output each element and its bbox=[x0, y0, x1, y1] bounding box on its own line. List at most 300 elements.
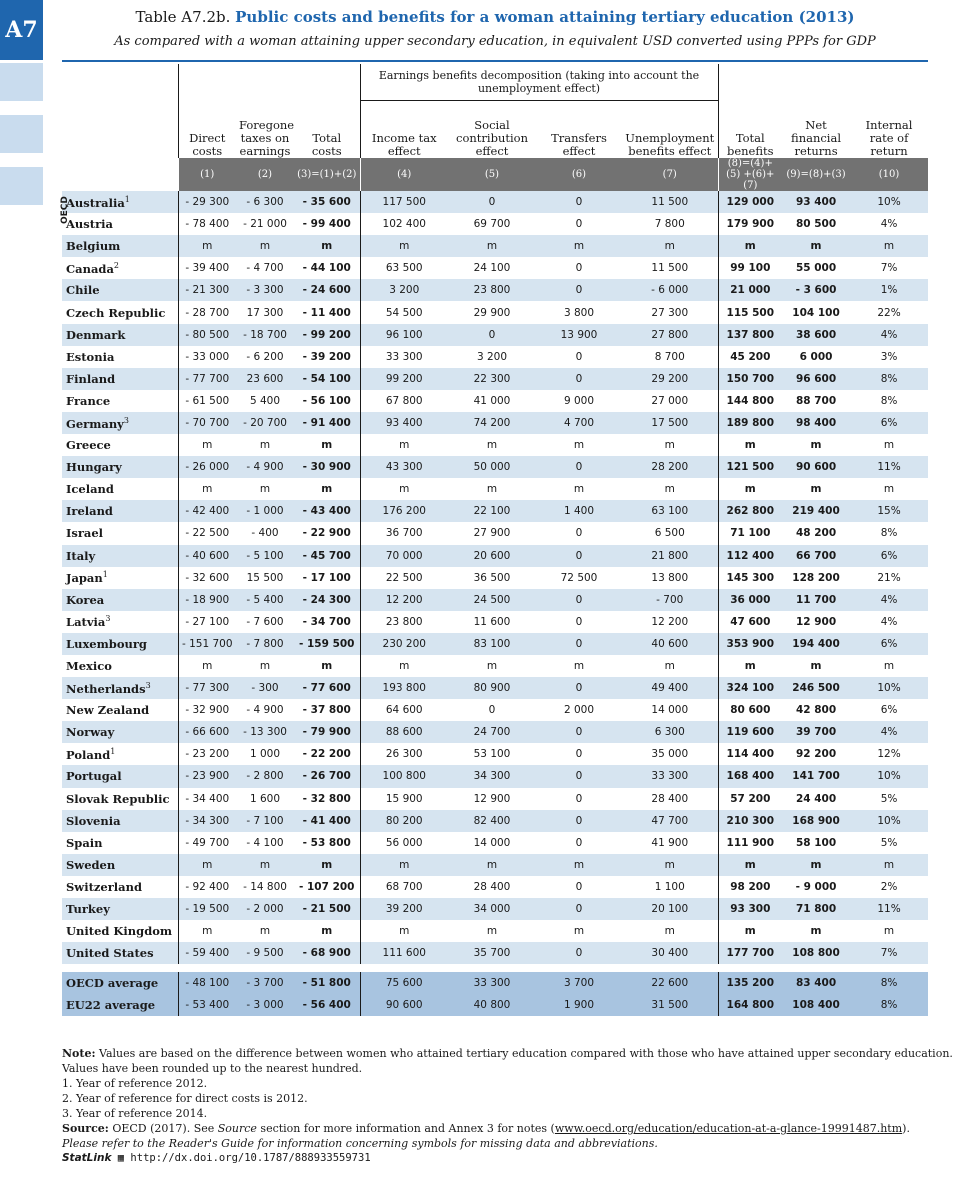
table-cell: 67 800 bbox=[360, 390, 448, 412]
table-cell: 8% bbox=[850, 368, 928, 390]
table-cell: 1% bbox=[850, 279, 928, 301]
country-name: Poland$^1$ bbox=[66, 746, 116, 762]
readers-guide-note: Please refer to the Reader's Guide for information concerning symbols for missing data and abbreviations. bbox=[62, 1137, 658, 1150]
table-cell: 0 bbox=[448, 324, 536, 346]
table-cell: 27 900 bbox=[473, 527, 511, 540]
table-cell: 5 400 bbox=[249, 394, 281, 407]
country-name: Czech Republic bbox=[66, 305, 166, 320]
table-cell: m bbox=[573, 439, 585, 452]
country-name: Spain bbox=[66, 835, 103, 850]
table-row bbox=[62, 545, 928, 567]
table-cell: - 42 400 bbox=[178, 500, 236, 522]
table-cell: 0 bbox=[536, 765, 622, 787]
table-cell: 80 900 bbox=[448, 677, 536, 699]
table-cell: 100 800 bbox=[360, 765, 448, 787]
country-name: Germany$^3$ bbox=[62, 412, 178, 434]
table-cell: 0 bbox=[536, 589, 622, 611]
statlink-label: StatLink bbox=[62, 1152, 112, 1164]
table-cell: 3 800 bbox=[563, 306, 595, 319]
table-row bbox=[62, 876, 928, 898]
table-cell: 1 100 bbox=[654, 880, 685, 893]
table-cell: - 4 900 bbox=[246, 704, 284, 717]
table-cell: m bbox=[536, 235, 622, 257]
table-cell: 176 200 bbox=[360, 500, 448, 522]
table-cell: m bbox=[259, 439, 271, 452]
table-cell: 82 400 bbox=[448, 810, 536, 832]
table-cell: m bbox=[664, 483, 675, 496]
table-cell: 230 200 bbox=[360, 633, 448, 655]
table-cell: 35 700 bbox=[448, 942, 536, 964]
table-row bbox=[62, 567, 928, 589]
table-cell: 219 400 bbox=[782, 500, 850, 522]
table-row bbox=[62, 235, 928, 257]
table-cell: 194 400 bbox=[782, 633, 850, 655]
table-cell: - 6 300 bbox=[236, 191, 294, 213]
table-cell: - 49 700 bbox=[178, 832, 236, 854]
table-cell: 8% bbox=[880, 394, 898, 407]
country-name: New Zealand bbox=[66, 703, 150, 718]
table-row bbox=[62, 611, 928, 633]
table-cell: 21% bbox=[877, 571, 901, 584]
column-number: (5) bbox=[448, 158, 536, 191]
table-cell: 8% bbox=[850, 972, 928, 994]
table-cell: 0 bbox=[536, 456, 622, 478]
country-name: Finland bbox=[62, 368, 178, 390]
table-cell: 121 500 bbox=[718, 456, 782, 478]
table-cell: 21 000 bbox=[718, 279, 782, 301]
table-cell: m bbox=[448, 854, 536, 876]
table-cell: 39 700 bbox=[782, 721, 850, 743]
table-cell: 8% bbox=[850, 994, 928, 1016]
table-row bbox=[62, 434, 928, 456]
table-cell: m bbox=[259, 483, 271, 496]
table-cell: 3 200 bbox=[360, 279, 448, 301]
table-cell: 33 300 bbox=[360, 346, 448, 368]
column-number: (6) bbox=[536, 158, 622, 191]
table-cell: 128 200 bbox=[792, 571, 840, 584]
table-cell: 71 100 bbox=[718, 522, 782, 544]
group-header: Earnings benefits decomposition (taking into account the unemployment effect) bbox=[360, 64, 718, 100]
country-name: Canada$^2$ bbox=[66, 260, 120, 276]
table-cell: 12 200 bbox=[651, 615, 689, 628]
table-cell: 15% bbox=[850, 500, 928, 522]
country-name: Hungary bbox=[62, 456, 178, 478]
table-cell: m bbox=[536, 854, 622, 876]
table-cell: - 78 400 bbox=[178, 213, 236, 235]
table-cell: - 29 300 bbox=[178, 191, 236, 213]
table-row bbox=[62, 522, 928, 544]
table-cell: - 21 500 bbox=[294, 898, 360, 920]
table-row bbox=[62, 788, 928, 810]
table-cell: 0 bbox=[575, 748, 583, 761]
table-cell: m bbox=[664, 925, 675, 938]
table-cell: 12 900 bbox=[473, 792, 511, 805]
table-cell: 168 900 bbox=[782, 810, 850, 832]
note-label: Note: bbox=[62, 1047, 96, 1060]
table-cell: 6% bbox=[880, 704, 898, 717]
table-row bbox=[62, 346, 928, 368]
table-cell: 90 600 bbox=[360, 994, 448, 1016]
side-tab-block bbox=[0, 63, 43, 101]
table-cell: - 14 800 bbox=[243, 880, 287, 893]
table-cell: m bbox=[883, 483, 895, 496]
table-cell: 0 bbox=[488, 704, 496, 717]
table-cell: m bbox=[718, 434, 782, 456]
table-cell: 75 600 bbox=[360, 972, 448, 994]
footnote-marker: 3 bbox=[145, 680, 151, 690]
table-cell: - 35 600 bbox=[294, 191, 360, 213]
table-cell: 10% bbox=[850, 191, 928, 213]
table-cell: - 26 000 bbox=[178, 456, 236, 478]
table-cell: 108 800 bbox=[782, 942, 850, 964]
table-cell: 22 300 bbox=[448, 368, 536, 390]
table-cell: 23 800 bbox=[360, 611, 448, 633]
table-cell: 50 000 bbox=[448, 456, 536, 478]
table-cell: - 53 800 bbox=[302, 836, 351, 849]
table-cell: 7% bbox=[880, 262, 898, 275]
column-header: Net financial returns bbox=[791, 118, 842, 158]
table-cell: 28 400 bbox=[651, 792, 689, 805]
table-cell: 111 600 bbox=[360, 942, 448, 964]
table-cell: m bbox=[360, 235, 448, 257]
table-row bbox=[62, 412, 928, 434]
table-cell: 119 600 bbox=[718, 721, 782, 743]
table-cell: - 33 000 bbox=[178, 346, 236, 368]
table-cell: - 9 500 bbox=[236, 942, 294, 964]
country-name: United States bbox=[62, 942, 178, 964]
table-row bbox=[62, 213, 928, 235]
table-cell: - 3 300 bbox=[236, 279, 294, 301]
table-cell: - 99 400 bbox=[302, 218, 351, 231]
table-cell: - 20 700 bbox=[236, 412, 294, 434]
country-name: Turkey bbox=[62, 898, 178, 920]
table-row bbox=[62, 810, 928, 832]
table-cell: m bbox=[810, 660, 822, 673]
table-cell: 8% bbox=[880, 527, 898, 540]
country-name: Latvia$^3$ bbox=[66, 614, 111, 630]
table-cell: 189 800 bbox=[718, 412, 782, 434]
country-name: Sweden bbox=[62, 854, 178, 876]
country-name: Israel bbox=[66, 526, 104, 541]
table-cell: - 4 700 bbox=[246, 262, 284, 275]
table-cell: m bbox=[664, 439, 675, 452]
table-cell: 13 800 bbox=[651, 571, 689, 584]
country-name: Estonia bbox=[66, 349, 115, 364]
header-blank bbox=[62, 64, 178, 100]
table-cell: 0 bbox=[536, 545, 622, 567]
table-cell: m bbox=[718, 920, 782, 942]
table-cell: - 6 200 bbox=[246, 350, 284, 363]
chapter-badge: A7 bbox=[0, 0, 43, 60]
table-cell: - 26 700 bbox=[294, 765, 360, 787]
table-cell: 43 300 bbox=[360, 456, 448, 478]
table-cell: 0 bbox=[536, 810, 622, 832]
column-number: (4) bbox=[360, 158, 448, 191]
country-name: Australia$^1$ bbox=[62, 191, 178, 213]
table-cell: 9 000 bbox=[563, 394, 595, 407]
table-cell: m bbox=[178, 655, 236, 677]
table-row bbox=[62, 765, 928, 787]
table-cell: m bbox=[850, 854, 928, 876]
table-cell: - 151 700 bbox=[178, 633, 236, 655]
table-cell: 22 600 bbox=[622, 972, 718, 994]
table-cell: - 4 900 bbox=[236, 456, 294, 478]
table-cell: 80 200 bbox=[360, 810, 448, 832]
table-cell: 2% bbox=[880, 880, 898, 893]
table-cell: 150 700 bbox=[718, 368, 782, 390]
table-cell: 4% bbox=[880, 218, 898, 231]
table-cell: 179 900 bbox=[718, 213, 782, 235]
table-cell: - 4 100 bbox=[246, 836, 284, 849]
country-name: Luxembourg bbox=[62, 633, 178, 655]
table-cell: 20 100 bbox=[622, 898, 718, 920]
table-cell: 1 600 bbox=[249, 792, 281, 805]
country-name: Switzerland bbox=[66, 879, 143, 894]
table-cell: - 77 300 bbox=[178, 677, 236, 699]
table-cell: 324 100 bbox=[718, 677, 782, 699]
country-name: Belgium bbox=[62, 235, 178, 257]
table-cell: m bbox=[718, 854, 782, 876]
table-cell: - 22 200 bbox=[302, 748, 351, 761]
table-cell: 22 500 bbox=[360, 567, 448, 589]
country-name: Netherlands$^3$ bbox=[62, 677, 178, 699]
table-cell: 0 bbox=[536, 279, 622, 301]
table-cell: 24 100 bbox=[473, 262, 511, 275]
country-name: Greece bbox=[66, 438, 111, 453]
table-cell: - 30 900 bbox=[294, 456, 360, 478]
table-cell: - 39 200 bbox=[302, 350, 351, 363]
table-cell: 2 000 bbox=[563, 704, 595, 717]
table-cell: 5% bbox=[880, 836, 898, 849]
table-cell: 0 bbox=[536, 368, 622, 390]
table-cell: 29 200 bbox=[622, 368, 718, 390]
table-cell: - 5 400 bbox=[236, 589, 294, 611]
table-cell: - 41 400 bbox=[294, 810, 360, 832]
table-cell: - 7 100 bbox=[236, 810, 294, 832]
table-cell: - 17 100 bbox=[302, 571, 351, 584]
table-cell: - 32 800 bbox=[302, 792, 351, 805]
column-number: (2) bbox=[236, 158, 294, 191]
table-cell: - 53 400 bbox=[178, 994, 236, 1016]
table-row bbox=[62, 942, 928, 964]
title-rule bbox=[62, 60, 928, 62]
table-cell: 0 bbox=[536, 191, 622, 213]
table-cell: - 39 400 bbox=[178, 257, 236, 279]
table-cell: m bbox=[321, 483, 333, 496]
table-cell: 22% bbox=[877, 306, 901, 319]
table-cell: 35 000 bbox=[651, 748, 689, 761]
table-cell: 0 bbox=[575, 350, 583, 363]
table-cell: 80 500 bbox=[795, 218, 837, 231]
table-cell: m bbox=[573, 925, 585, 938]
table-cell: 0 bbox=[575, 218, 583, 231]
table-cell: 90 600 bbox=[782, 456, 850, 478]
table-cell: m bbox=[321, 660, 333, 673]
table-cell: m bbox=[360, 920, 448, 942]
table-cell: - 27 100 bbox=[178, 611, 236, 633]
table-cell: - 18 700 bbox=[236, 324, 294, 346]
table-row bbox=[62, 478, 928, 500]
table-cell: - 23 200 bbox=[178, 743, 236, 765]
table-cell: 6% bbox=[850, 412, 928, 434]
table-cell: 10% bbox=[850, 765, 928, 787]
table-row bbox=[62, 920, 928, 942]
table-cell: 1 000 bbox=[249, 748, 281, 761]
table-cell: 88 600 bbox=[360, 721, 448, 743]
country-name: France bbox=[66, 393, 111, 408]
table-cell: 22 100 bbox=[448, 500, 536, 522]
table-cell: - 40 600 bbox=[178, 545, 236, 567]
table-cell: 0 bbox=[536, 677, 622, 699]
side-tab-block bbox=[0, 167, 43, 205]
column-header: Foregone taxes on earnings bbox=[239, 118, 295, 158]
table-cell: 4% bbox=[850, 589, 928, 611]
table-cell: 40 600 bbox=[622, 633, 718, 655]
table-cell: 47 700 bbox=[622, 810, 718, 832]
table-cell: m bbox=[573, 660, 585, 673]
table-cell: m bbox=[178, 920, 236, 942]
table-cell: 72 500 bbox=[560, 571, 598, 584]
table-cell: 96 600 bbox=[782, 368, 850, 390]
table-cell: 108 400 bbox=[782, 994, 850, 1016]
country-name: United Kingdom bbox=[66, 924, 173, 939]
table-cell: 0 bbox=[575, 836, 583, 849]
table-cell: 0 bbox=[575, 262, 583, 275]
table-cell: - 54 100 bbox=[294, 368, 360, 390]
data-table bbox=[62, 64, 928, 1016]
column-header: Income tax effect bbox=[360, 100, 448, 158]
table-cell: - 400 bbox=[251, 527, 279, 540]
table-cell: 28 200 bbox=[622, 456, 718, 478]
table-row bbox=[62, 368, 928, 390]
table-cell: m bbox=[718, 235, 782, 257]
table-cell: 14 000 bbox=[473, 836, 511, 849]
table-cell: m bbox=[321, 439, 333, 452]
table-cell: 114 400 bbox=[718, 743, 782, 765]
table-cell: 99 200 bbox=[360, 368, 448, 390]
table-cell: 98 200 bbox=[718, 876, 782, 898]
table-cell: m bbox=[294, 854, 360, 876]
table-cell: 10% bbox=[850, 677, 928, 699]
table-cell: 27 300 bbox=[651, 306, 689, 319]
source-link[interactable]: www.oecd.org/education/education-at-a-glance-19991487.htm bbox=[554, 1122, 903, 1135]
table-cell: 6% bbox=[850, 633, 928, 655]
table-cell: - 70 700 bbox=[178, 412, 236, 434]
table-cell: - 91 400 bbox=[294, 412, 360, 434]
table-cell: - 700 bbox=[622, 589, 718, 611]
table-cell: m bbox=[486, 660, 498, 673]
table-cell: - 18 900 bbox=[178, 589, 236, 611]
table-cell: 74 200 bbox=[448, 412, 536, 434]
table-cell: 40 800 bbox=[448, 994, 536, 1016]
oecd-side-label: OECD bbox=[60, 196, 70, 224]
table-cell: 63 100 bbox=[622, 500, 718, 522]
table-row bbox=[62, 589, 928, 611]
table-cell: - 32 900 bbox=[178, 699, 236, 721]
table-cell: 6 000 bbox=[799, 350, 833, 363]
table-cell: - 45 700 bbox=[294, 545, 360, 567]
table-cell: m bbox=[321, 925, 333, 938]
table-cell: - 77 600 bbox=[294, 677, 360, 699]
statlink-url[interactable]: http://dx.doi.org/10.1787/888933559731 bbox=[130, 1152, 371, 1164]
table-cell: 3% bbox=[880, 350, 898, 363]
table-cell: - 9 000 bbox=[795, 880, 837, 893]
table-cell: 164 800 bbox=[718, 994, 782, 1016]
table-cell: 93 400 bbox=[782, 191, 850, 213]
table-cell: 4% bbox=[880, 615, 898, 628]
table-cell: 53 100 bbox=[473, 748, 511, 761]
table-cell: m bbox=[486, 483, 498, 496]
table-cell: 117 500 bbox=[360, 191, 448, 213]
table-title-text: Public costs and benefits for a woman attaining tertiary education (2013) bbox=[235, 8, 855, 26]
table-cell: m bbox=[448, 235, 536, 257]
table-cell: 93 400 bbox=[360, 412, 448, 434]
table-cell: 93 300 bbox=[718, 898, 782, 920]
table-cell: 57 200 bbox=[718, 788, 782, 810]
table-cell: 15 900 bbox=[360, 788, 448, 810]
table-cell: - 34 700 bbox=[302, 615, 351, 628]
statlink-icon: ▦ bbox=[117, 1152, 125, 1164]
table-cell: 34 000 bbox=[448, 898, 536, 920]
table-cell: 88 700 bbox=[795, 394, 837, 407]
table-cell: 3 700 bbox=[536, 972, 622, 994]
table-cell: 23 600 bbox=[236, 368, 294, 390]
table-cell: 55 000 bbox=[795, 262, 837, 275]
table-cell: m bbox=[622, 854, 718, 876]
table-cell: 8 700 bbox=[654, 350, 685, 363]
table-cell: 10% bbox=[850, 810, 928, 832]
table-cell: - 22 500 bbox=[178, 522, 236, 544]
column-header: Social contribution effect bbox=[456, 118, 528, 158]
table-cell: 0 bbox=[536, 942, 622, 964]
table-cell: 17 500 bbox=[622, 412, 718, 434]
table-cell: 5% bbox=[880, 792, 898, 805]
country-name: Chile bbox=[62, 279, 178, 301]
table-cell: - 43 400 bbox=[294, 500, 360, 522]
table-row bbox=[62, 832, 928, 854]
table-cell: m bbox=[259, 660, 271, 673]
table-cell: 0 bbox=[536, 898, 622, 920]
country-name: Austria bbox=[66, 217, 113, 232]
table-cell: - 2 800 bbox=[236, 765, 294, 787]
table-cell: - 107 200 bbox=[298, 880, 355, 893]
table-cell: - 59 400 bbox=[178, 942, 236, 964]
table-cell: 15 500 bbox=[246, 571, 284, 584]
country-name: Norway bbox=[62, 721, 178, 743]
table-cell: m bbox=[810, 439, 822, 452]
country-name: Mexico bbox=[66, 659, 112, 674]
table-cell: 11% bbox=[850, 898, 928, 920]
table-cell: 24 700 bbox=[448, 721, 536, 743]
table-cell: m bbox=[486, 439, 498, 452]
column-header: Unemployment benefits effect bbox=[625, 131, 715, 158]
table-cell: m bbox=[810, 925, 822, 938]
table-cell: 0 bbox=[575, 615, 583, 628]
table-cell: - 3 700 bbox=[236, 972, 294, 994]
table-cell: 4% bbox=[850, 721, 928, 743]
table-cell: - 22 900 bbox=[302, 527, 351, 540]
table-row bbox=[62, 500, 928, 522]
table-cell: 262 800 bbox=[718, 500, 782, 522]
table-number: Table A7.2b. bbox=[135, 8, 231, 26]
average-row bbox=[62, 994, 928, 1016]
table-cell: - 48 100 bbox=[178, 972, 236, 994]
footnote-marker: 1 bbox=[124, 194, 130, 204]
table-cell: - 34 300 bbox=[178, 810, 236, 832]
footnote-marker: 2 bbox=[113, 260, 120, 270]
table-title bbox=[62, 8, 928, 26]
table-cell: 36 700 bbox=[360, 522, 448, 544]
